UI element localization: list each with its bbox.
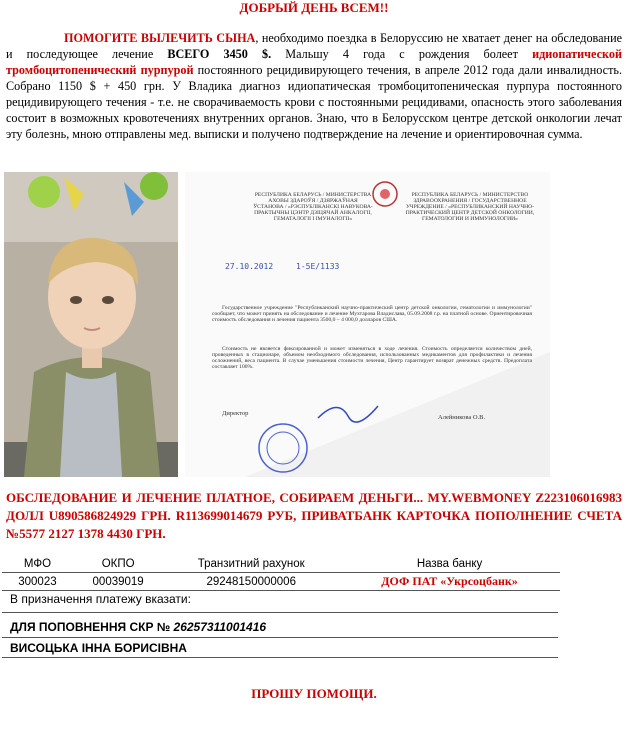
intro-text-3: постоянного рецидивирующего течения, в апреле 2012 года дали инвалидность. Собрано 1150 $ + 450 грн. У Владика диагноз идиопатическая тромбоцитопеническая пурпура постоянного рецидивирующего течения - т.е. не сворачиваемость крови с постоянными рецидивами, опасность этого заболевания состоит в возможных кровотечениях внутренних органов. Знаю, что в Белорусском центре детской онкологии лечат эту болезнь, мною отправлены мед. выписки и получено подтверждение на лечение и ориентировочная сумма. — [6, 63, 622, 141]
total-amount: ВСЕГО 3450 $. — [167, 47, 272, 61]
letter-number: 1-5Е/1133 — [296, 262, 340, 271]
payment-notice: ОБСЛЕДОВАНИЕ И ЛЕЧЕНИЕ ПЛАТНОЕ, СОБИРАЕМ ДЕНЬГИ... MY.WEBMONEY Z223106016983 ДОЛЛ U890586824929 ГРН. R113699014679 РУБ, ПРИВАТБАНК КАРТОЧКА ПОПОЛНЕНИЕ СЧЕТА №5577 2127 1378 4430 ГРН. — [6, 490, 622, 541]
closing-text: ПРОШУ ПОМОЩИ. — [251, 686, 377, 701]
intro-paragraph — [6, 30, 622, 142]
letter-body-2: Стоимость не является фиксированной и может изменяться в ходе лечения. Стоимость определяется количеством дней, проведенных в стационаре, объемом необходимого обследования, использованных медикаментов для профилактики и лечения осложнений, веса пациента. В случае уменьшения стоимости лечения, Центр гарантирует возврат денежных средств. Предоплата составляет 100%. — [212, 346, 532, 370]
bank-details-table — [2, 555, 560, 591]
letter-body: Государственное учреждение "Республиканский научно-практический центр детской онкологии, гематологии и иммунологии" сообщает, что может принять на обследование и лечение Мухтарова Владислава, 05.09.2008 г.р. на платной основе. Ориентировочная стоимость обследования и лечения пациента 3500,0 – 4 000,0 долларов США. — [212, 305, 532, 323]
recipient-name: ВИСОЦЬКА ІННА БОРИСІВНА — [2, 639, 558, 658]
stamp-and-signature — [238, 398, 428, 474]
letter-date: 27.10.2012 — [225, 262, 274, 271]
value-okpo: 00039019 — [73, 573, 163, 591]
stamp-icon — [259, 424, 307, 472]
signature-icon — [318, 406, 378, 422]
child-photo — [4, 172, 178, 477]
header-mfo: МФО — [23, 557, 52, 570]
account-line — [2, 614, 558, 638]
bank-header-row — [2, 555, 560, 573]
account-label: ДЛЯ ПОПОВНЕННЯ СКР № — [10, 620, 174, 634]
header-bank-name: Назва банку — [416, 557, 483, 570]
header-okpo: ОКПО — [101, 557, 135, 570]
value-account: 29248150000006 — [163, 573, 339, 591]
account-number: 26257311001416 — [173, 620, 267, 634]
child-photo-illustration — [4, 172, 178, 477]
help-heading: ПОМОГИТЕ ВЫЛЕЧИТЬ СЫНА — [64, 31, 256, 45]
value-bank-name: ДОФ ПАТ «Укрсоцбанк» — [339, 573, 560, 591]
intro-text-2: Мальшу 4 года с рождения болеет — [271, 47, 533, 61]
page-title: ДОБРЫЙ ДЕНЬ ВСЕМ!! — [239, 0, 389, 15]
letter-org-left: РЕСПУБЛИКА БЕЛАРУСЬ / МИНИСТЕРСТВА АХОВЫ ЗДАРОЎЯ / ДЗЯРЖАЎНАЯ ЎСТАНОВА / «РЭСПУБЛІКАНСКІ НАВУКОВА-ПРАКТЫЧНЫ ЦЭНТР ДЗІЦЯЧАЙ АНКАЛОГІІ, ГЕМАТАЛОГІІ І ІМУНАЛОГІІ» — [253, 192, 373, 222]
bank-values-row — [2, 573, 560, 591]
payment-purpose-label: В призначення платежу вказати: — [2, 592, 558, 613]
letter-director-label: Директор — [222, 410, 249, 417]
intro-text-1: , необходимо поездка в Белоруссию не хватает денег на обследование и последующее лечение — [6, 31, 623, 61]
header-account: Транзитний рахунок — [197, 557, 305, 570]
diagnosis-highlight: идиопатической тромбоцитопенический пурпурой — [6, 47, 622, 77]
value-mfo: 300023 — [2, 573, 73, 591]
letter-org-right: РЕСПУБЛИКА БЕЛАРУСЬ / МИНИСТЕРСТВО ЗДРАВООХРАНЕНИЯ / ГОСУДАРСТВЕННОЕ УЧРЕЖДЕНИЕ / «РЕСПУБЛИКАНСКИЙ НАУЧНО-ПРАКТИЧЕСКИЙ ЦЕНТР ДЕТСКОЙ ОНКОЛОГИИ, ГЕМАТОЛОГИИ И ИММУНОЛОГИИ» — [405, 192, 535, 222]
letter-signatory: Алейникова О.В. — [438, 414, 486, 421]
